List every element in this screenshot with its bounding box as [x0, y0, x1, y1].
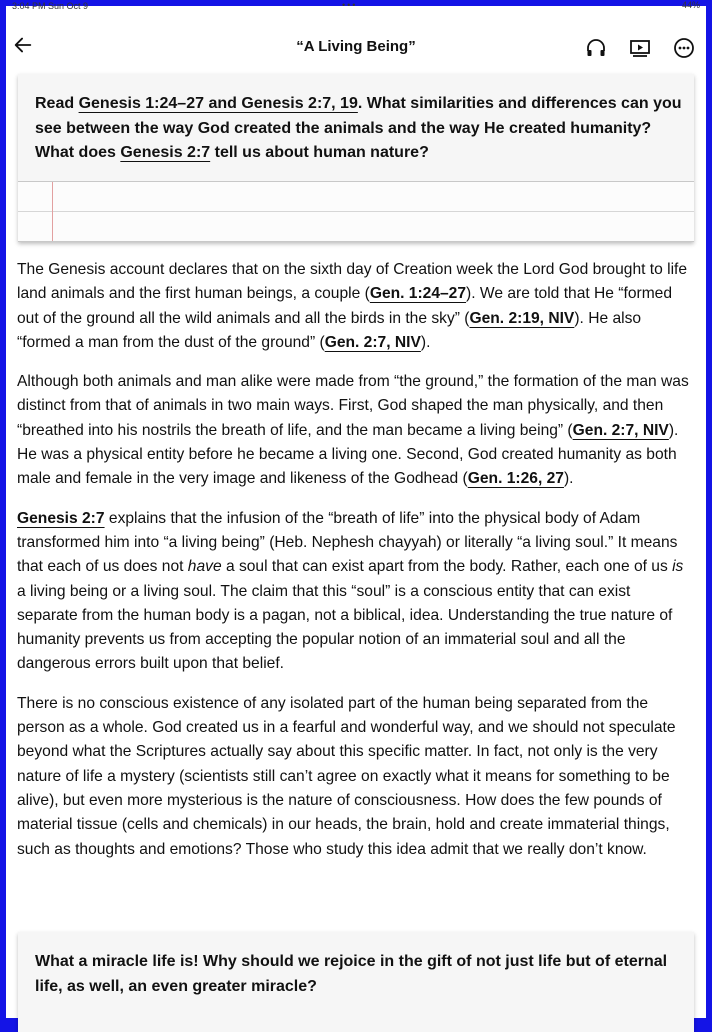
question-card: [18, 74, 694, 242]
notes-bottom-line: [18, 241, 694, 242]
paragraph-3: [17, 507, 693, 677]
scripture-link-gen-1-24-27[interactable]: Gen. 1:24–27: [369, 285, 467, 303]
audio-button[interactable]: [584, 36, 608, 60]
question-text: [35, 92, 685, 166]
paragraph-text: a living being or a living soul. The claim that this “soul” is a conscious entity that can exist separate from the human body is a pagan, not a biblical, idea. Understanding the true nature of humanity prevents us from accepting the popular notion of an immaterial soul and all the dangerous errors built upon that belief.: [17, 582, 673, 673]
paragraph-text: Although both animals and man alike were made from “the ground,” the formation of the man was distinct from that of animals in two main ways. First, God shaped the man physically, and then “breathed into his nostrils the breath of life, and the man became a living being” (: [17, 373, 689, 439]
reflection-question-text: What a miracle life is! Why should we rejoice in the gift of not just life but of eternal life, as well, an even greater miracle?: [35, 953, 668, 995]
emphasis-text: is: [672, 558, 684, 576]
page-title: “A Living Being”: [296, 38, 416, 55]
question-text-part: . What similarities and differences can you see between the way God created the animals and the way He created humanity? What does: [35, 95, 682, 161]
notes-rule-line: [18, 211, 694, 212]
paragraph-text: ).: [563, 470, 574, 488]
notes-margin-line: [52, 182, 53, 242]
paragraph-1: [17, 258, 693, 355]
multitask-dots[interactable]: •••: [342, 0, 358, 10]
more-options-button[interactable]: [672, 36, 696, 60]
paragraph-text: ). He also “formed a man from the dust of the ground” (: [17, 309, 642, 351]
lesson-body: [17, 258, 693, 877]
scripture-link-gen-2-7[interactable]: Gen. 2:7, NIV: [324, 333, 421, 351]
question-text-part: Read: [35, 95, 79, 112]
video-button[interactable]: [628, 36, 652, 60]
emphasis-text: have: [187, 558, 222, 576]
reflection-question-card: [18, 932, 694, 1032]
paragraph-text: explains that the infusion of the “breath of life” into the physical body of Adam transformed him into “a living being” (Heb. Nephesh chayyah) or literally “a living soul.” It means that each of us does not: [17, 509, 678, 576]
status-time: 3:04 PM Sun Oct 9: [12, 1, 89, 11]
status-bar: [6, 0, 706, 14]
app-window: [6, 0, 706, 1018]
more-options-icon: [672, 36, 696, 60]
scripture-link-gen-1-26-27[interactable]: Gen. 1:26, 27: [467, 470, 564, 488]
notes-input-area[interactable]: [18, 181, 694, 242]
scripture-link-genesis-2-7[interactable]: Genesis 2:7: [17, 509, 105, 527]
play-video-icon: [628, 36, 652, 60]
paragraph-text: a soul that can exist apart from the body. Rather, each one of us: [221, 558, 673, 576]
scripture-link-genesis-1-24-27-2-7-19[interactable]: Genesis 1:24–27 and Genesis 2:7, 19: [78, 95, 358, 112]
paragraph-4: There is no conscious existence of any isolated part of the human being separated from the person as a whole. God created us in a fearful and wonderful way, and we should not speculate beyond what the Scriptures actually say about this specific matter. In fact, not only is the very nature of life a mystery (scientists still can’t agree on exactly what it means for something to be alive), but even more mysterious is the nature of consciousness. How does the few pounds of material tissue (cells and chemicals) in our heads, the brain, hold and create immaterial things, such as thoughts and emotions? Those who study this idea admit that we really don’t know.: [17, 694, 676, 858]
top-bar: [6, 14, 706, 72]
battery-level: 44%: [681, 0, 700, 10]
paragraph-text: ). He was a physical entity before he became a living one. Second, God created humanity as both male and female in the very image and likeness of the Godhead (: [17, 421, 679, 488]
headphones-icon: [584, 36, 608, 60]
paragraph-text: ).: [420, 333, 431, 351]
scripture-link-gen-2-7-niv[interactable]: Gen. 2:7, NIV: [572, 421, 669, 439]
paragraph-text: The Genesis account declares that on the sixth day of Creation week the Lord God brought to life land animals and the first human beings, a couple (: [17, 261, 688, 303]
question-text-part: tell us about human nature?: [210, 144, 429, 161]
paragraph-2: [17, 370, 693, 491]
paragraph-text: ). We are told that He “formed out of the ground all the wild animals and all the birds in the sky” (: [17, 285, 673, 327]
scripture-link-gen-2-19[interactable]: Gen. 2:19, NIV: [469, 309, 575, 327]
scripture-link-genesis-2-7[interactable]: Genesis 2:7: [120, 144, 211, 161]
